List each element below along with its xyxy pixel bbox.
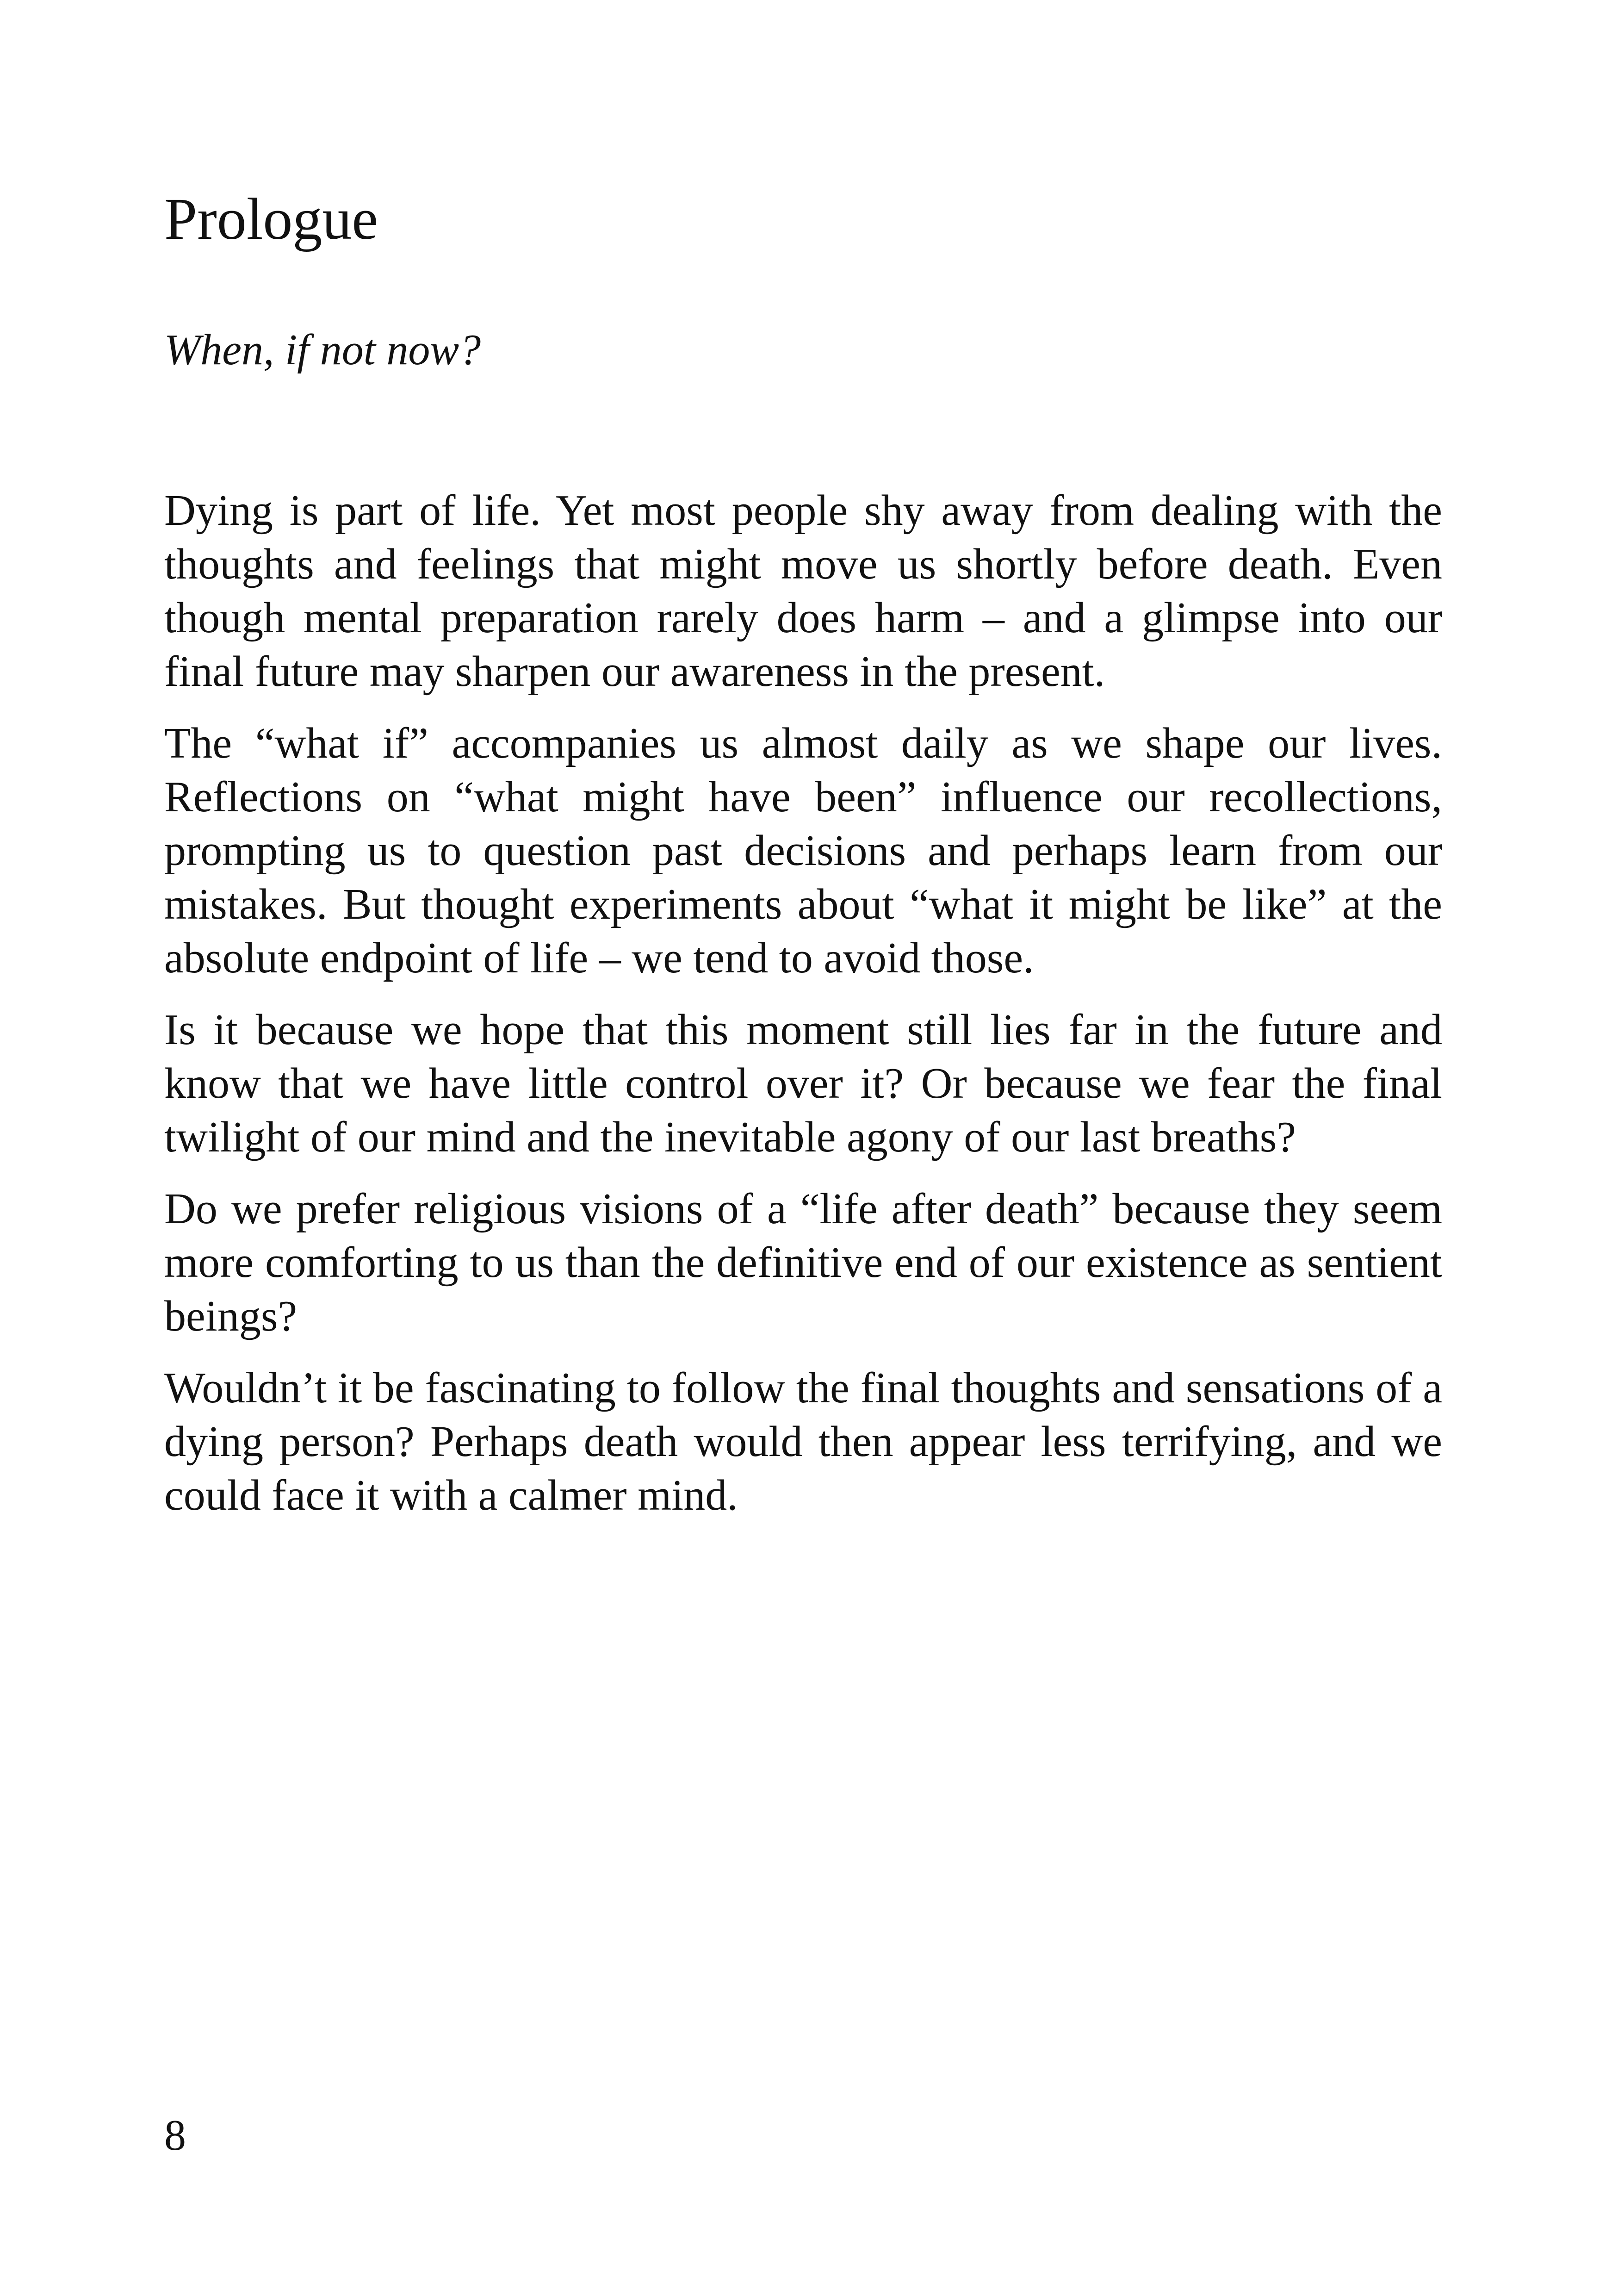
paragraph: The “what if” accompanies us almost daily as we shape our lives. Reflections on “what might have been” influence our recollections, prompting us to question past decisions and perhaps learn from our mistakes. But thought experiments about “what it might be like” at the absolute endpoint of life – we tend to avoid those. xyxy=(164,719,1442,982)
epigraph: When, if not now? xyxy=(164,326,481,374)
paragraph: Wouldn’t it be fascinating to follow the final thoughts and sensations of a dying person? Perhaps death would then appear less terrifying, and we could face it with a calmer mind. xyxy=(164,1364,1442,1519)
paragraph: Is it because we hope that this moment still lies far in the future and know that we have little control over it? Or because we fear the final twilight of our mind and the inevitable agony of our last breaths? xyxy=(164,1006,1442,1161)
body-text xyxy=(164,484,1442,1540)
chapter-title: Prologue xyxy=(164,186,378,252)
page-number: 8 xyxy=(164,2111,186,2159)
paragraph: Dying is part of life. Yet most people shy away from dealing with the thoughts and feelings that might move us shortly before death. Even though mental preparation rarely does harm – and a glimpse into our final future may sharpen our awareness in the present. xyxy=(164,486,1442,696)
paragraph: Do we prefer religious visions of a “life after death” because they seem more comforting to us than the definitive end of our existence as sentient beings? xyxy=(164,1185,1442,1340)
